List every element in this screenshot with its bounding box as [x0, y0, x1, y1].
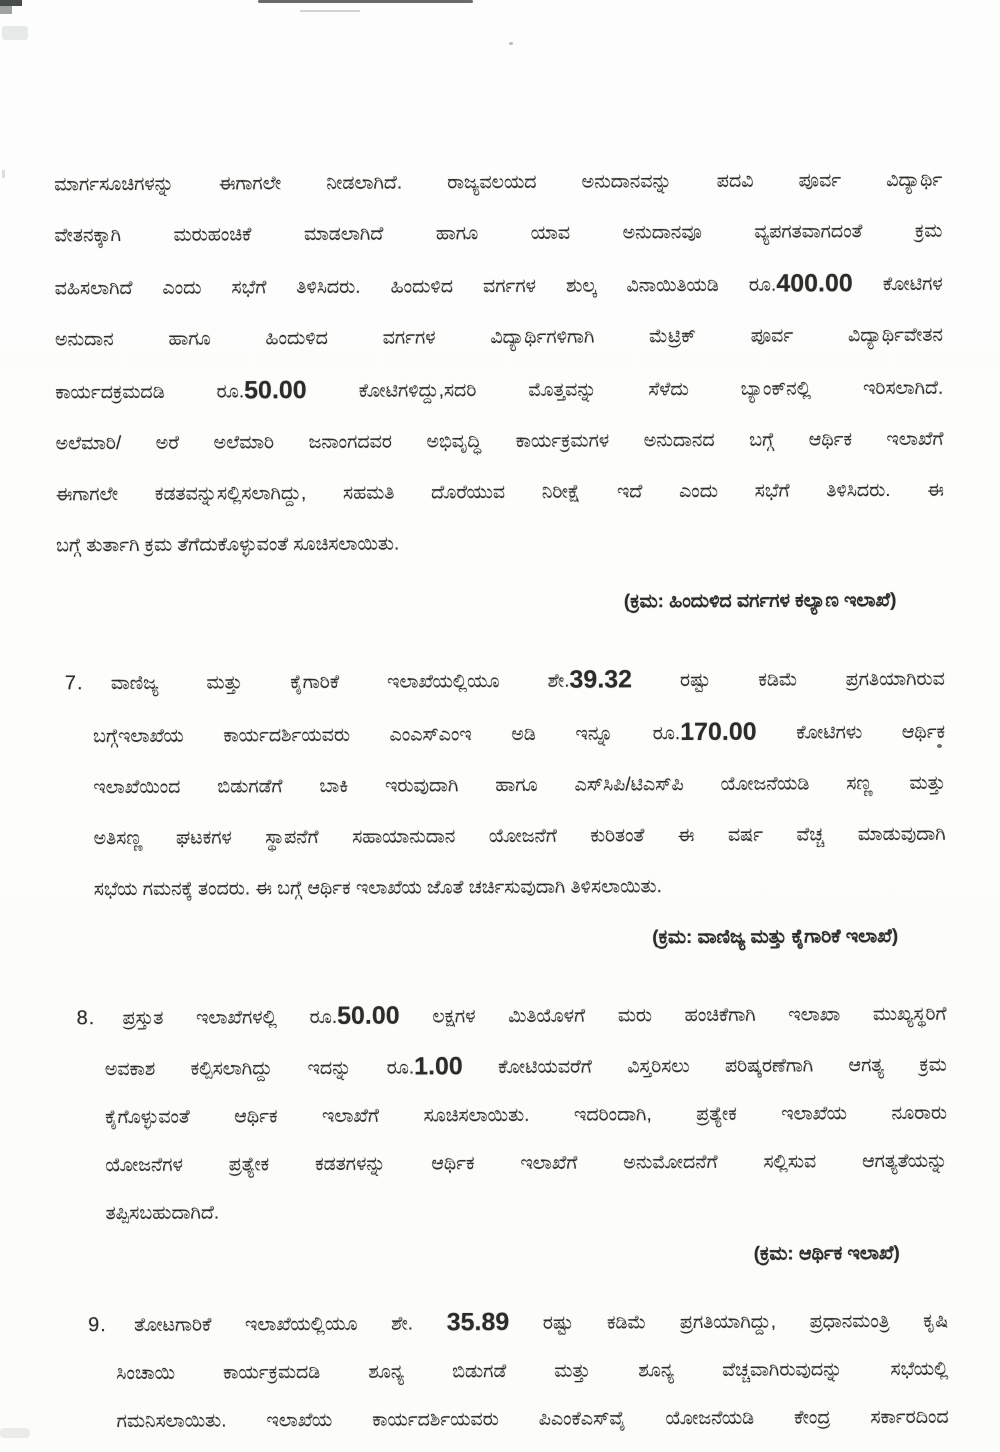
- text-line: [56, 516, 944, 572]
- text-line: [93, 705, 945, 762]
- text-segment: ಕಾರ್ಯದಕ್ರಮದಡಿ ರೂ.: [55, 381, 245, 404]
- amount-figure: 39.32: [569, 665, 633, 694]
- text-line: [117, 1394, 949, 1446]
- text-segment: ಸಭೆಯ ಗಮನಕ್ಕೆ ತಂದರು. ಈ ಬಗ್ಗೆ ಆರ್ಥಿಕ ಇಲಾಖೆಯ ಜೊತೆ ಚರ್ಚಿಸುವುದಾಗಿ ತಿಳಿಸಲಾಯಿತು.: [93, 876, 662, 901]
- text-segment: ಕೋಟಿಗಳ: [852, 273, 943, 296]
- agenda-item-7: [63, 652, 947, 967]
- amount-figure: 400.00: [776, 269, 853, 298]
- amount-figure: 1.00: [414, 1052, 463, 1081]
- text-line: [56, 465, 944, 521]
- text-line: [105, 1039, 947, 1094]
- text-segment: ಕೋಟಿಗಳಿದ್ದು,ಸದರಿ ಮೊತ್ತವನ್ನು ಸೆಳೆದು ಬ್ಯಾಂಕ್‌ನಲ್ಲಿ ಇರಿಸಲಾಗಿದೆ.: [306, 377, 944, 403]
- text-line: [88, 1295, 949, 1350]
- text-line: [105, 1138, 947, 1190]
- text-segment: ತೋಟಗಾರಿಕೆ ಇಲಾಖೆಯಲ್ಲಿಯೂ ಶೇ.: [134, 1313, 447, 1336]
- action-attribution: (ಕ್ರಮ: ವಾಣಿಜ್ಯ ಮತ್ತು ಕೈಗಾರಿಕೆ ಇಲಾಖೆ): [652, 925, 899, 949]
- text-segment: ರಷ್ಟು ಕಡಿಮೆ ಪ್ರಗತಿಯಾಗಿರುವ: [631, 668, 945, 692]
- text-line: [54, 206, 942, 262]
- text-line: [94, 860, 946, 915]
- amount-figure: 170.00: [680, 717, 757, 747]
- text-segment: ಕೋಟಿಯವರೆಗೆ ವಿಸ್ತರಿಸಲು ಪರಿಷ್ಕರಣೆಗಾಗಿ ಆಗತ್ಯ ಕ್ರಮ: [462, 1054, 947, 1079]
- text-segment: ಇಲಾಖೆಯಿಂದ ಬಿಡುಗಡೆಗೆ ಬಾಕಿ ಇರುವುದಾಗಿ ಹಾಗೂ ಎಸ್‌ಸಿಪಿ/ಟಿಎಸ್‌ಪಿ ಯೋಜನೆಯಡಿ ಸಣ್ಣ ಮತ್ತು: [93, 772, 946, 799]
- agenda-item-8: [74, 988, 948, 1284]
- action-attribution: (ಕ್ರಮ: ಆರ್ಥಿಕ ಇಲಾಖೆ): [753, 1242, 900, 1265]
- text-line: [116, 1346, 948, 1398]
- text-line: [93, 809, 945, 864]
- paragraph-number: 7.: [64, 672, 84, 695]
- text-line: [55, 257, 943, 315]
- text-line: [55, 361, 943, 419]
- text-line: [64, 652, 945, 709]
- text-segment: ವಾಣಿಜ್ಯ ಮತ್ತು ಕೈಗಾರಿಕೆ ಇಲಾಖೆಯಲ್ಲಿಯೂ ಶೇ.: [110, 670, 570, 695]
- action-attribution: (ಕ್ರಮ: ಹಿಂದುಳಿದ ವರ್ಗಗಳ ಕಲ್ಯಾಣ ಇಲಾಖೆ): [623, 589, 897, 613]
- text-line: [105, 1090, 947, 1142]
- text-line: [93, 758, 945, 813]
- text-segment: ಈಗಾಗಲೇ ಕಡತವನ್ನುಸಲ್ಲಿಸಲಾಗಿದ್ದು, ಸಹಮತಿ ದೊರೆಯುವ ನಿರೀಕ್ಷೆ ಇದೆ ಎಂದು ಸಭೆಗೆ ತಿಳಿಸಿದರು. ಈ: [55, 479, 944, 506]
- text-segment: ಅವಕಾಶ ಕಲ್ಪಿಸಲಾಗಿದ್ದು ಇದನ್ನು ರೂ.: [104, 1057, 415, 1081]
- text-segment: ಅತಿಸಣ್ಣ ಘಟಕಗಳ ಸ್ಥಾಪನೆಗೆ ಸಹಾಯಾನುದಾನ ಯೋಜನೆಗೆ ಕುರಿತಂತೆ ಈ ವರ್ಷ ವೆಚ್ಚ ಮಾಡುವುದಾಗಿ: [93, 823, 946, 850]
- text-segment: ಪ್ರಸ್ತುತ ಇಲಾಖೆಗಳಲ್ಲಿ ರೂ.: [122, 1006, 338, 1029]
- text-segment: ಕೋಟಿಗಳು ಆರ್ಥಿಕ: [756, 721, 946, 744]
- text-segment: ಗಮನಿಸಲಾಯಿತು. ಇಲಾಖೆಯ ಕಾರ್ಯದರ್ಶಿಯವರು ಪಿಎಂಕೆಎಸ್‌ವೈ ಯೋಜನೆಯಡಿ ಕೇಂದ್ರ ಸರ್ಕಾರದಿಂದ: [116, 1406, 949, 1433]
- text-segment: ಕೈಗೊಳ್ಳುವಂತೆ ಆರ್ಥಿಕ ಇಲಾಖೆಗೆ ಸೂಚಿಸಲಾಯಿತು. ಇದರಿಂದಾಗಿ, ಪ್ರತ್ಯೇಕ ಇಲಾಖೆಯ ನೂರಾರು: [105, 1102, 948, 1129]
- paragraph-number: 8.: [76, 1007, 96, 1030]
- text-segment: ಮಾರ್ಗಸೂಚಿಗಳನ್ನು ಈಗಾಗಲೇ ನೀಡಲಾಗಿದೆ. ರಾಜ್ಯವಲಯದ ಅನುದಾನವನ್ನು ಪದವಿ ಪೂರ್ವ ವಿದ್ಯಾರ್ಥಿ: [54, 169, 943, 196]
- text-line: [76, 988, 947, 1043]
- amount-figure: 50.00: [336, 1001, 400, 1030]
- amount-figure: 50.00: [244, 376, 307, 405]
- intro-paragraph: [54, 155, 944, 631]
- text-segment: ರಷ್ಟು ಕಡಿಮೆ ಪ್ರಗತಿಯಾಗಿದ್ದು, ಪ್ರಧಾನಮಂತ್ರಿ ಕೃಷಿ: [509, 1310, 949, 1334]
- text-segment: ಬಗ್ಗೆ ತುರ್ತಾಗಿ ಕ್ರಮ ತೆಗೆದುಕೊಳ್ಳುವಂತೆ ಸೂಚಿಸಲಾಯಿತು.: [56, 533, 400, 557]
- text-segment: ಸಿಂಚಾಯಿ ಕಾರ್ಯಕ್ರಮದಡಿ ಶೂನ್ಯ ಬಿಡುಗಡೆ ಮತ್ತು ಶೂನ್ಯ ವೆಚ್ಚವಾಗಿರುವುದನ್ನು ಸಭೆಯಲ್ಲಿ: [116, 1358, 949, 1385]
- text-line: [55, 414, 943, 470]
- text-line: [54, 155, 942, 211]
- text-segment: ಬಗ್ಗೆಇಲಾಖೆಯ ಕಾರ್ಯದರ್ಶಿಯವರು ಎಂಎಸ್‌ಎಂಇ ಅಡಿ ಇನ್ನೂ ರೂ.: [93, 723, 681, 748]
- text-segment: ವೇತನಕ್ಕಾಗಿ ಮರುಹಂಚಿಕೆ ಮಾಡಲಾಗಿದೆ ಹಾಗೂ ಯಾವ ಅನುದಾನವೂ ವ್ಯಪಗತವಾಗದಂತೆ ಕ್ರಮ: [54, 220, 943, 247]
- text-segment: ತಪ್ಪಿಸಬಹುದಾಗಿದೆ.: [105, 1202, 220, 1225]
- paragraph-number: 9.: [88, 1314, 107, 1337]
- text-segment: ಯೋಜನೆಗಳ ಪ್ರತ್ಯೇಕ ಕಡತಗಳನ್ನು ಆರ್ಥಿಕ ಇಲಾಖೆಗೆ ಅನುಮೋದನೆಗೆ ಸಲ್ಲಿಸುವ ಆಗತ್ಯತೆಯನ್ನು: [105, 1150, 948, 1177]
- text-segment: ವಹಿಸಲಾಗಿದೆ ಎಂದು ಸಭೆಗೆ ತಿಳಿಸಿದರು. ಹಿಂದುಳಿದ ವರ್ಗಗಳ ಶುಲ್ಕ ವಿನಾಯಿತಿಯಡಿ ರೂ.: [54, 274, 777, 300]
- text-segment: ಅನುದಾನ ಹಾಗೂ ಹಿಂದುಳಿದ ವರ್ಗಗಳ ವಿದ್ಯಾರ್ಥಿಗಳಿಗಾಗಿ ಮೆಟ್ರಿಕ್ ಪೂರ್ವ ವಿದ್ಯಾರ್ಥಿವೇತನ: [54, 324, 944, 351]
- text-segment: ಅಲೆಮಾರಿ/ ಅರೆ ಅಲೆಮಾರಿ ಜನಾಂಗದವರ ಅಭಿವೃದ್ಧಿ ಕಾರ್ಯಕ್ರಮಗಳ ಅನುದಾನದ ಬಗ್ಗೆ ಆರ್ಥಿಕ ಇಲಾಖೆಗೆ: [55, 428, 944, 455]
- text-segment: ಲಕ್ಷಗಳ ಮಿತಿಯೊಳಗೆ ಮರು ಹಂಚಿಕೆಗಾಗಿ ಇಲಾಖಾ ಮುಖ್ಯಸ್ಥರಿಗೆ: [399, 1003, 947, 1028]
- text-line: [55, 310, 943, 366]
- amount-figure: 35.89: [446, 1307, 510, 1337]
- agenda-item-9: [86, 1295, 949, 1447]
